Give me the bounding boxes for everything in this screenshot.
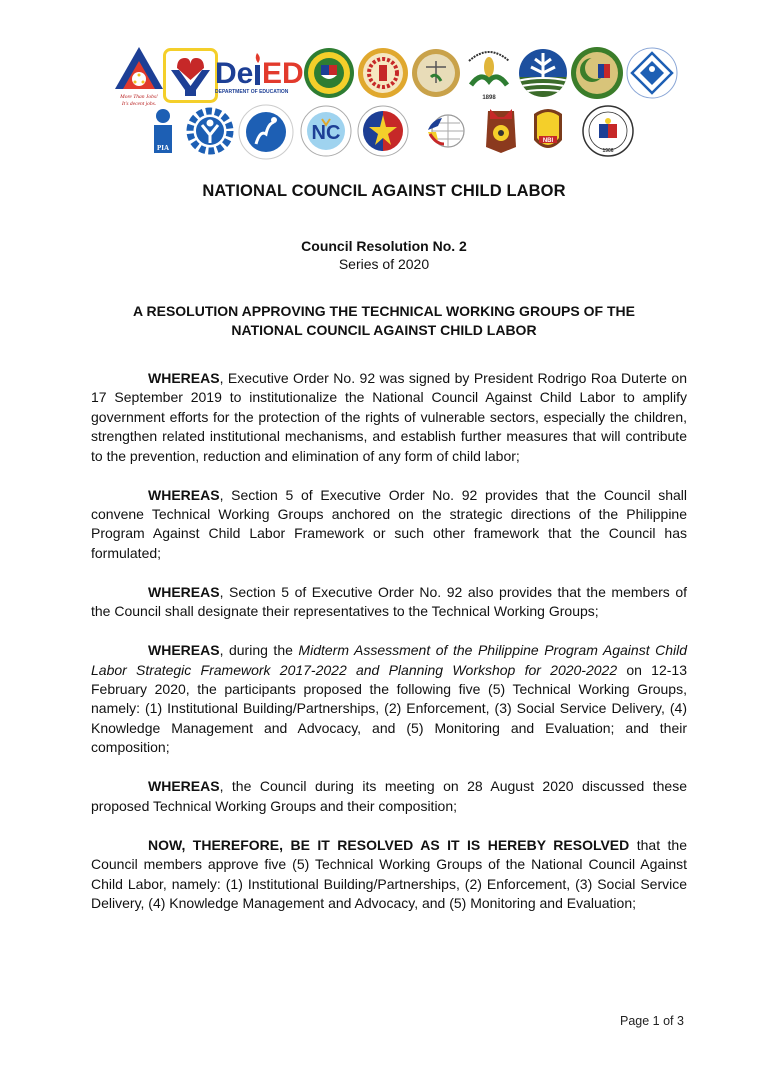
council-title: NATIONAL COUNCIL AGAINST CHILD LABOR — [202, 182, 566, 200]
dswd-logo — [163, 48, 218, 103]
denr-logo — [517, 47, 569, 99]
paragraph-pre: , during the — [219, 642, 299, 659]
paragraph-text: that the Council members approve five (5) Technical Working Groups of the National Council Against Child Labor, namely: (1) Institutional Building/Partnerships, (2) Enforcement, (3) Social Service Delivery, (4) Knowledge Management and Advocacy, and (5) Monitoring and Evaluation; — [91, 836, 688, 911]
agency-logos-header — [0, 0, 768, 165]
psa-logo — [418, 104, 472, 158]
doj-logo — [411, 47, 461, 99]
paragraph-text: , Section 5 of Executive Order No. 92 provides that the Council shall convene Technical Working Groups anchored on the strategic directions of the Philippine Program Against Child Labor Framework or such other framework that the Council has formulated; — [91, 486, 687, 561]
nyc-logo — [300, 105, 352, 157]
dilg-logo — [357, 47, 409, 99]
whereas-paragraph-3 — [91, 583, 687, 622]
paragraph-lead: WHEREAS — [148, 642, 220, 659]
resolved-paragraph — [91, 836, 687, 914]
napolcom-logo — [581, 104, 635, 160]
paragraph-text: , Executive Order No. 92 was signed by President Rodrigo Roa Duterte on 17 September 2019 to institutionalize the National Council Against Child Labor to amplify government efforts for the protection of the rights of vulnerable sectors, especially the children, strengthen related institutional mechanisms, and establish further measures that will contribute to the prevention, reduction and elimination of any form of child labor; — [91, 370, 687, 464]
svg-text:NBI: NBI — [542, 138, 554, 144]
cwc-logo — [238, 104, 294, 160]
doh-logo — [303, 47, 355, 99]
pnp-logo — [484, 107, 518, 155]
resolution-subject — [80, 302, 688, 339]
resolution-series: Series of 2020 — [338, 256, 430, 272]
pia-logo — [150, 108, 176, 154]
deped-logo — [215, 51, 305, 97]
svg-text:1966: 1966 — [602, 148, 614, 154]
svg-text:1898: 1898 — [482, 95, 496, 101]
resolution-number: Council Resolution No. 2 — [301, 238, 467, 254]
resolution-body — [91, 369, 687, 933]
svg-text:ED: ED — [262, 57, 304, 90]
whereas-paragraph-2 — [91, 486, 687, 564]
svg-text:It's decent jobs.: It's decent jobs. — [121, 101, 157, 107]
nbi-logo — [531, 104, 565, 156]
svg-text:DEPARTMENT OF EDUCATION: DEPARTMENT OF EDUCATION — [215, 89, 289, 95]
paragraph-text: on 12-13 February 2020, the participants proposed the following five (5) Technical Working Groups, namely: (1) Institutional Building/Partnerships, (2) Enforcement, (3) Social Service Delivery, (4) Knowledge Management and Advocacy, and (5) Monitoring and Evaluation; and their composition; — [91, 661, 687, 756]
ncmf-logo — [570, 46, 624, 100]
da-logo — [463, 45, 515, 101]
page-number: Page 1 of 3 — [620, 1014, 684, 1028]
svg-text:More Than Jobs!: More Than Jobs! — [120, 94, 158, 100]
ncip-logo — [626, 47, 678, 99]
dole-logo — [113, 45, 165, 107]
svg-text:De: De — [215, 57, 254, 90]
tesda-logo — [186, 107, 234, 155]
svg-text:PIA: PIA — [156, 144, 170, 152]
subject-line-1: A RESOLUTION APPROVING THE TECHNICAL WORKING GROUPS OF THE — [133, 303, 635, 319]
ncip-commission-logo — [357, 105, 409, 157]
paragraph-lead: WHEREAS — [148, 778, 220, 795]
paragraph-lead: NOW, THEREFORE, BE IT RESOLVED AS IT IS HEREBY RESOLVED — [148, 836, 630, 853]
workshop-title: Midterm Assessment of the Philippine Program Against Child Labor Strategic Framework 2017-2022 and Planning Workshop for 2020-2022 — [91, 642, 688, 678]
whereas-paragraph-5 — [91, 777, 687, 816]
subject-line-2: NATIONAL COUNCIL AGAINST CHILD LABOR — [231, 321, 537, 338]
paragraph-text: , the Council during its meeting on 28 August 2020 discussed these proposed Technical Working Groups and their composition; — [91, 778, 687, 814]
paragraph-text: , Section 5 of Executive Order No. 92 also provides that the members of the Council shall designate their representatives to the Technical Working Groups; — [91, 583, 687, 620]
paragraph-lead: WHEREAS — [148, 370, 220, 386]
whereas-paragraph-4 — [91, 641, 687, 757]
paragraph-lead: WHEREAS — [148, 583, 220, 600]
svg-text:NC: NC — [311, 122, 341, 144]
whereas-paragraph-1 — [91, 369, 687, 466]
paragraph-lead: WHEREAS — [148, 486, 220, 503]
